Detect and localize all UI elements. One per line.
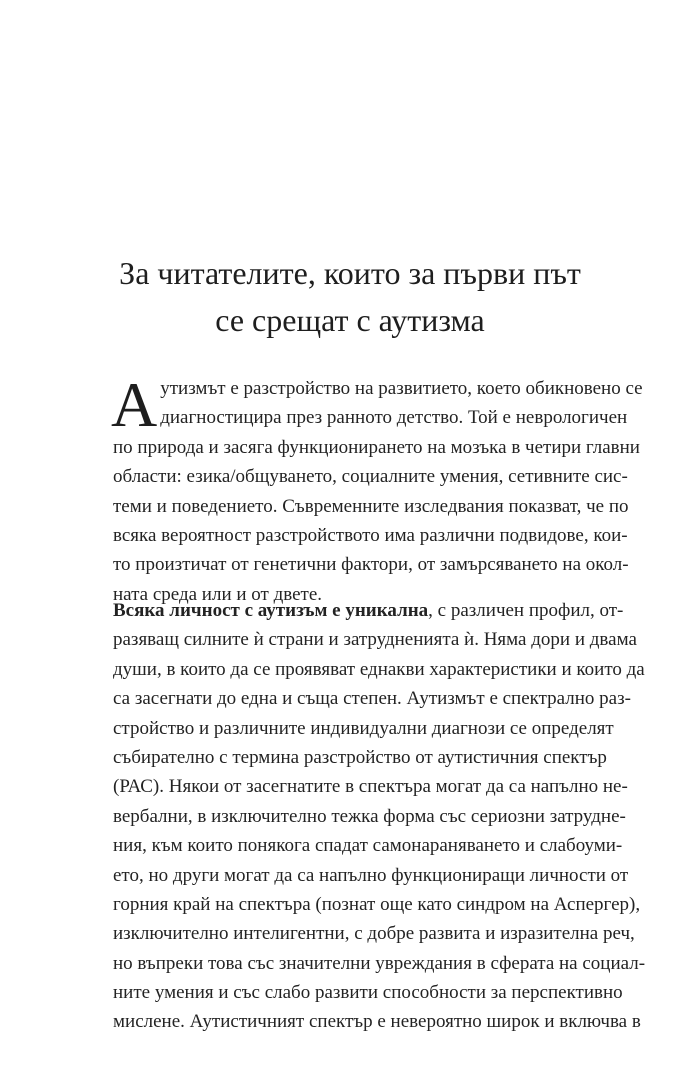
paragraph-2	[113, 596, 646, 1037]
paragraph-1-line: теми и поведението. Съвременните изследвания показват, че по	[113, 495, 629, 517]
bold-lead-phrase: Всяка личност с аутизъм е уникална	[113, 600, 429, 621]
paragraph-2-line: ните умения и със слабо развити способности за перспективно	[113, 982, 623, 1004]
paragraph-1-line: ната среда или и от двете.	[113, 583, 323, 605]
paragraph-2-line: ния, към които понякога спадат самонараняването и слабоуми-	[113, 835, 623, 857]
paragraph-2-line: изключително интелигентни, с добре развита и изразителна реч,	[113, 923, 635, 945]
paragraph-2-line: са засегнати до една и съща степен. Аутизмът е спектрално раз-	[113, 688, 631, 710]
paragraph-2-line: събирателно с термина разстройство от аутистичния спектър	[113, 746, 607, 768]
paragraph-2-line: разяващ силните ѝ страни и затрудненията ѝ. Няма дори и двама	[113, 629, 637, 651]
paragraph-2-line: (РАС). Някои от засегнатите в спектъра могат да са напълно не-	[113, 776, 628, 798]
paragraph-1-line: по природа и засяга функционирането на мозъка в четири главни	[113, 436, 640, 458]
chapter-title-line-2: се срещат с аутизма	[215, 302, 485, 338]
paragraph-2-line: но въпреки това със значителни увреждания в сферата на социал-	[113, 952, 646, 974]
paragraph-2-line: вербални, в изключително тежка форма със сериозни затрудне-	[113, 805, 626, 827]
paragraph-2-line: ето, но други могат да са напълно функциониращи личности от	[113, 864, 629, 886]
paragraph-1-line: то произтичат от генетични фактори, от замърсяването на окол-	[113, 554, 629, 576]
paragraph-1-line: области: езика/общуването, социалните умения, сетивните сис-	[113, 466, 628, 488]
paragraph-2-line: мислене. Аутистичният спектър е невероятно широк и включва в	[113, 1011, 641, 1033]
paragraph-2-first-line	[113, 596, 624, 625]
chapter-title	[60, 250, 640, 344]
paragraph-2-line: души, в които да се проявяват еднакви характеристики и които да	[113, 658, 645, 680]
paragraph-1-line: утизмът е разстройство на развитието, което обикновено се	[160, 378, 643, 399]
paragraph-1-line: всяка вероятност разстройството има различни подвидове, кои-	[113, 524, 628, 546]
paragraph-1-line: диагностицира през ранното детство. Той е неврологичен	[160, 407, 628, 429]
chapter-title-line-1: За читателите, които за първи път	[119, 255, 581, 291]
paragraph-2-first-line-rest: , с различен профил, от-	[428, 600, 624, 621]
paragraph-2-line: горния край на спектъра (познат още като синдром на Аспергер),	[113, 893, 641, 915]
paragraph-2-line: стройство и различните индивидуални диагнози се определят	[113, 717, 614, 739]
paragraph-1	[111, 369, 643, 609]
drop-cap: А	[111, 369, 158, 440]
